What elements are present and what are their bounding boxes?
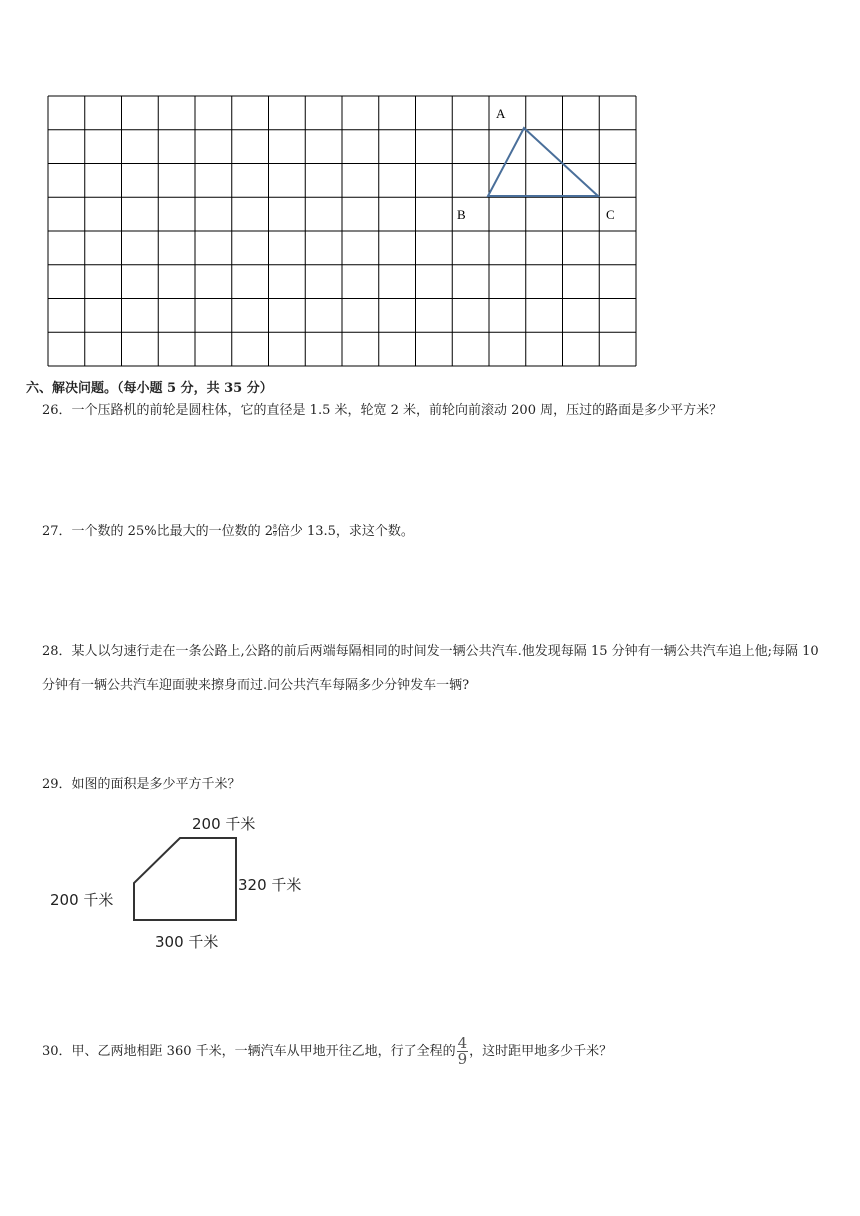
question-text-after: 倍少 13.5，求这个数。: [276, 524, 414, 539]
shape-figure: [45, 808, 315, 958]
question-number: 26．: [42, 403, 72, 418]
fraction-denominator: 9: [272, 531, 277, 538]
pentagon-shape: [134, 838, 236, 920]
point-label-a: A: [496, 106, 506, 121]
point-label-c: C: [606, 207, 615, 222]
fraction-denominator: 9: [457, 1050, 468, 1068]
question-30: [42, 1035, 822, 1068]
question-text: 一个压路机的前轮是圆柱体，它的直径是 1.5 米，轮宽 2 米，前轮向前滚动 200 周，压过的路面是多少平方米？: [71, 403, 723, 418]
question-text: 如图的面积是多少平方千米？: [71, 777, 241, 792]
question-text: 某人以匀速行走在一条公路上,公路的前后两端每隔相同的时间发一辆公共汽车.他发现每隔 15 分钟有一辆公共汽车追上他;每隔 10 分钟有一辆公共汽车迎面驶来擦身而过.问公共汽车每隔多少分钟发车一辆?: [42, 644, 819, 693]
section-title: 六、解决问题。（每小题 5 分，共 35 分）: [26, 381, 273, 396]
label-top: 200 千米: [192, 815, 256, 833]
question-27: [42, 515, 822, 548]
fraction: [457, 1036, 469, 1067]
question-number: 29．: [42, 777, 72, 792]
triangle-abc: [488, 128, 598, 196]
fraction-numerator: 8: [272, 524, 277, 531]
label-bottom: 300 千米: [155, 933, 219, 951]
point-label-b: B: [457, 207, 466, 222]
question-text-after: ，这时距甲地多少千米？: [469, 1044, 613, 1059]
question-text-before: 一个数的 25%比最大的一位数的 2: [71, 524, 273, 539]
question-number: 30．: [42, 1044, 72, 1059]
grid-lines: [48, 96, 636, 366]
question-29: [42, 768, 822, 801]
question-text-before: 甲、乙两地相距 360 千米，一辆汽车从甲地开往乙地，行了全程的: [71, 1044, 456, 1059]
question-26: [42, 394, 822, 427]
question-number: 28．: [42, 644, 72, 659]
question-28: [42, 635, 822, 703]
fraction-numerator: 4: [457, 1034, 468, 1052]
grid-figure: [47, 95, 637, 367]
label-right: 320 千米: [238, 876, 302, 894]
question-number: 27．: [42, 524, 72, 539]
label-left: 200 千米: [50, 891, 114, 909]
